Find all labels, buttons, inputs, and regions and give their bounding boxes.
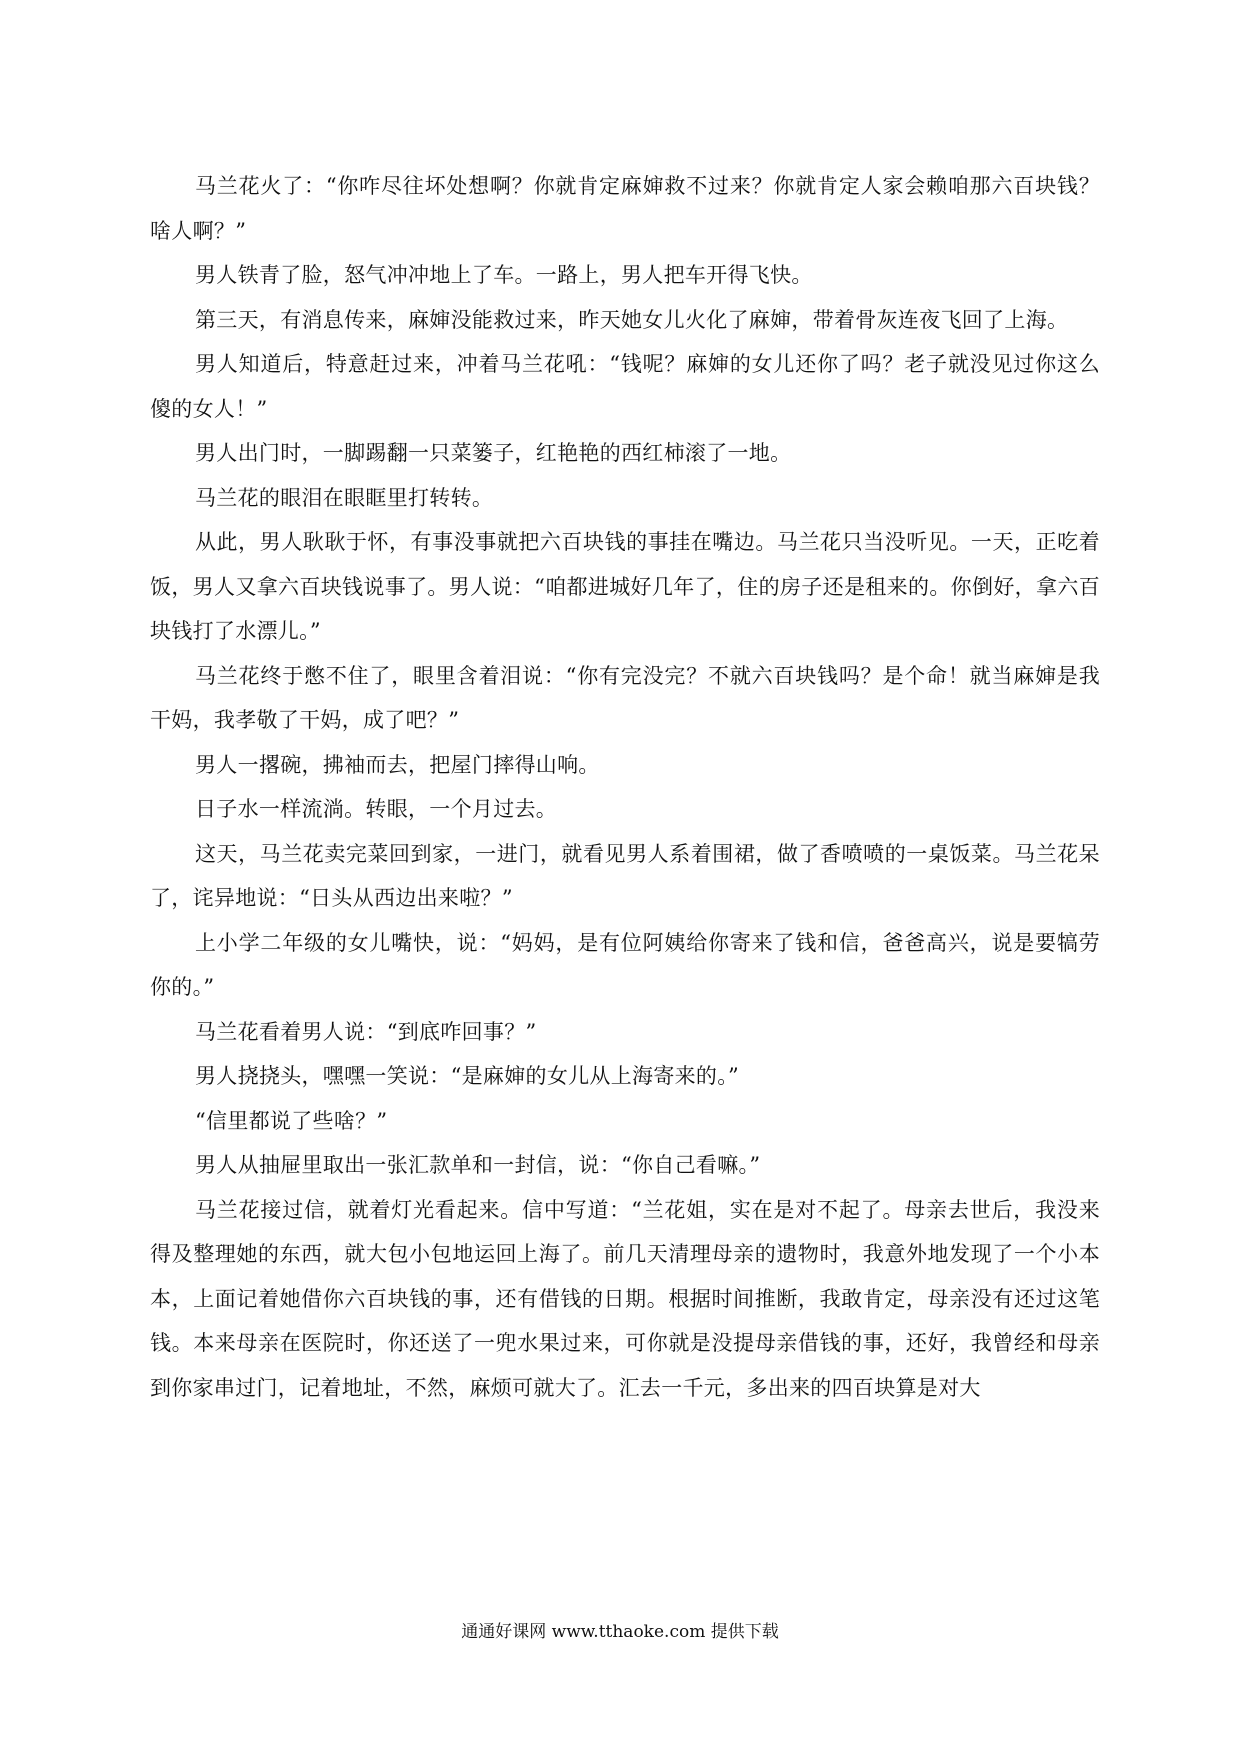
paragraph: 男人从抽屉里取出一张汇款单和一封信，说：“你自己看嘛。”	[195, 1153, 761, 1177]
paragraph: 这天，马兰花卖完菜回到家，一进门，就看见男人系着围裙，做了香喷喷的一桌饭菜。马兰花呆了，诧异地说：“日头从西边出来啦？”	[150, 841, 1100, 910]
paragraph: 男人一撂碗，拂袖而去，把屋门摔得山响。	[195, 752, 600, 777]
paragraph: “信里都说了些啥？”	[195, 1108, 388, 1133]
paragraph: 男人知道后，特意赶过来，冲着马兰花吼：“钱呢？麻婶的女儿还你了吗？老子就没见过你这么傻的女人！”	[150, 352, 1100, 421]
paragraph: 第三天，有消息传来，麻婶没能救过来，昨天她女儿火化了麻婶，带着骨灰连夜飞回了上海。	[195, 307, 1069, 332]
paragraph: 马兰花终于憋不住了，眼里含着泪说：“你有完没完？不就六百块钱吗？是个命！就当麻婶是我干妈，我孝敬了干妈，成了吧？”	[150, 663, 1100, 732]
story-body	[150, 164, 1100, 1410]
paragraph: 马兰花看着男人说：“到底咋回事？”	[195, 1019, 537, 1044]
paragraph: 日子水一样流淌。转眼，一个月过去。	[195, 797, 558, 821]
paragraph: 马兰花火了：“你咋尽往坏处想啊？你就肯定麻婶救不过来？你就肯定人家会赖咱那六百块钱？啥人啊？”	[150, 174, 1100, 243]
paragraph: 男人铁青了脸，怒气冲冲地上了车。一路上，男人把车开得飞快。	[195, 263, 813, 287]
paragraph: 男人出门时，一脚踢翻一只菜篓子，红艳艳的西红柿滚了一地。	[195, 441, 792, 465]
paragraph: 马兰花的眼泪在眼眶里打转转。	[195, 485, 494, 510]
paragraph: 从此，男人耿耿于怀，有事没事就把六百块钱的事挂在嘴边。马兰花只当没听见。一天，正吃着饭，男人又拿六百块钱说事了。男人说：“咱都进城好几年了，住的房子还是租来的。你倒好，拿六百块钱打了水漂儿。”	[150, 530, 1100, 643]
paragraph: 上小学二年级的女儿嘴快，说：“妈妈，是有位阿姨给你寄来了钱和信，爸爸高兴，说是要犒劳你的。”	[150, 930, 1100, 999]
paragraph: 男人挠挠头，嘿嘿一笑说：“是麻婶的女儿从上海寄来的。”	[195, 1064, 740, 1088]
page-footer: 通通好课网 www.tthaoke.com 提供下载	[461, 1622, 779, 1642]
paragraph: 马兰花接过信，就着灯光看起来。信中写道：“兰花姐，实在是对不起了。母亲去世后，我没来得及整理她的东西，就大包小包地运回上海了。前几天清理母亲的遗物时，我意外地发现了一个小本本，上面记着她借你六百块钱的事，还有借钱的日期。根据时间推断，我敢肯定，母亲没有还过这笔钱。本来母亲在医院时，你还送了一兜水果过来，可你就是没提母亲借钱的事，还好，我曾经和母亲到你家串过门，记着地址，不然，麻烦可就大了。汇去一千元，多出来的四百块算是对大	[150, 1197, 1100, 1400]
